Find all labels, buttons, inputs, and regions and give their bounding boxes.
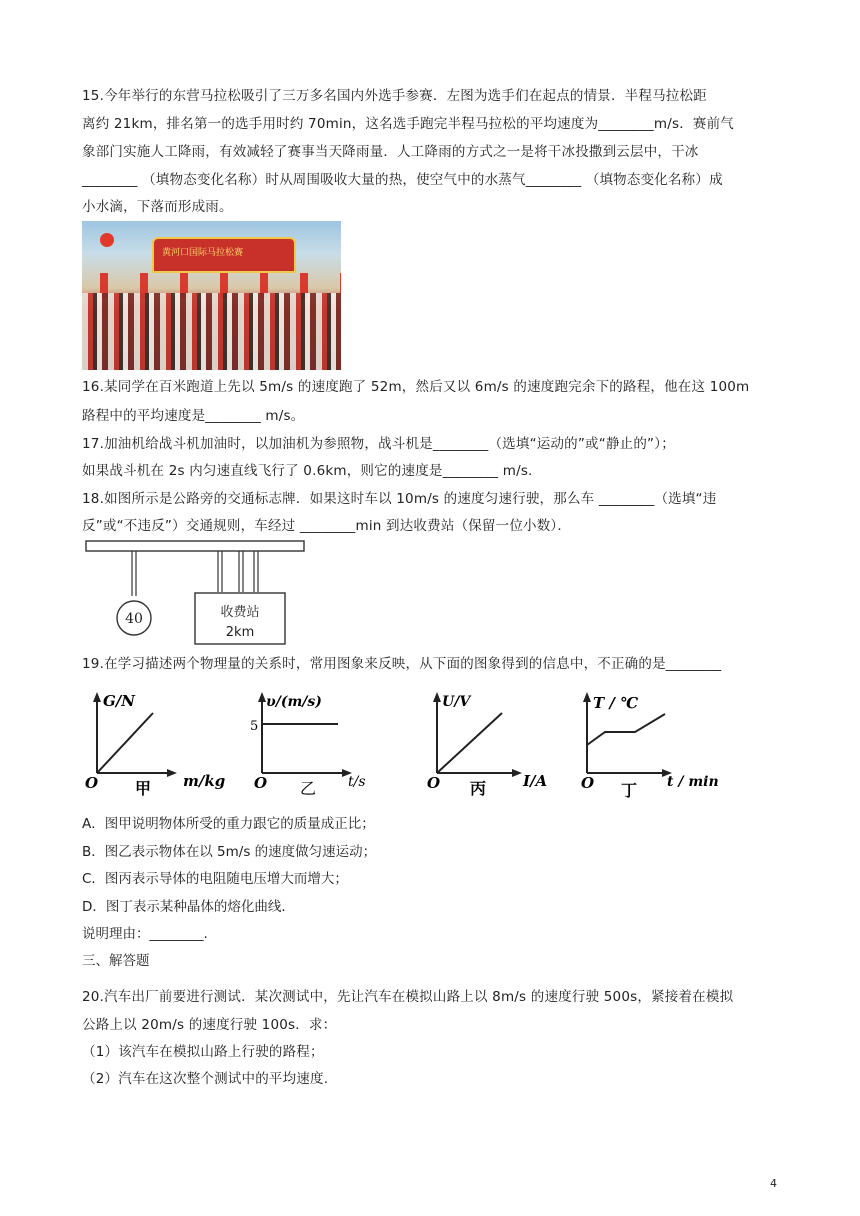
q20-line2: 公路上以 20m/s 的速度行驶 100s．求： [82, 1017, 337, 1033]
graph-bing-ylabel: U/V [442, 694, 471, 710]
graph-yi-name: 乙 [300, 779, 317, 798]
q19-line1: 19.在学习描述两个物理量的关系时，常用图象来反映，从下面的图象得到的信息中，不正确的是________ [82, 656, 722, 672]
graph-bing-name: 丙 [470, 779, 487, 798]
q17-line1: 17.加油机给战斗机加油时，以加油机为参照物，战斗机是________（选填“运动的”或“静止的”）； [82, 436, 675, 452]
q15-line1: 15.今年举行的东营马拉松吸引了三万多名国内外选手参赛．左图为选手们在起点的情景．半程马拉松距 [82, 88, 707, 104]
q15-line2: 离约 21km，排名第一的选手用时约 70min，这名选手跑完半程马拉松的平均速度为________m/s．赛前气 [82, 116, 734, 132]
graph-jia-origin: O [85, 774, 99, 792]
runners-crowd [82, 293, 341, 370]
q15-line5: 小水滴，下落而形成雨。 [82, 199, 233, 215]
toll-station-distance: 2km [225, 625, 255, 640]
marathon-start-photo [82, 221, 341, 370]
graph-yi-origin: O [254, 774, 268, 792]
q19-option-c: C．图丙表示导体的电阻随电压增大而增大； [82, 871, 348, 887]
traffic-sign-diagram [85, 540, 310, 648]
graph-yi-ylabel: υ/(m/s) [266, 694, 322, 710]
q19-reason: 说明理由：________. [82, 926, 208, 942]
q20-sub2: （2）汽车在这次整个测试中的平均速度. [82, 1071, 329, 1087]
q17-line2: 如果战斗机在 2s 内匀速直线飞行了 0.6km，则它的速度是________ m/s. [82, 463, 533, 479]
page-number: 4 [770, 1177, 777, 1190]
toll-station-label: 收费站 [220, 605, 260, 620]
graph-ding-name: 丁 [621, 781, 638, 800]
graph-yi [250, 688, 380, 803]
q19-option-b: B．图乙表示物体在以 5m/s 的速度做匀速运动； [82, 844, 377, 860]
red-balloon-icon [100, 233, 114, 247]
graph-ding-xlabel: t / min [667, 774, 719, 790]
q19-option-d: D．图丁表示某种晶体的熔化曲线． [82, 899, 295, 915]
graph-bing [425, 688, 565, 803]
graph-ding-origin: O [581, 774, 595, 792]
q16-line1: 16.某同学在百米跑道上先以 5m/s 的速度跑了 52m，然后又以 6m/s 的速度跑完余下的路程，他在这 100m [82, 379, 750, 395]
graph-ding [575, 688, 735, 803]
graph-ding-ylabel: T / ℃ [593, 694, 639, 712]
q15-line3: 象部门实施人工降雨，有效减轻了赛事当天降雨量．人工降雨的方式之一是将干冰投撒到云层中，干冰 [82, 144, 699, 160]
graph-jia-ylabel: G/N [103, 692, 135, 710]
q18-line1: 18.如图所示是公路旁的交通标志牌．如果这时车以 10m/s 的速度匀速行驶，那么车 ________（选填“违 [82, 491, 717, 507]
section-3-heading: 三、解答题 [82, 953, 150, 969]
graph-jia [85, 688, 260, 803]
graph-bing-xlabel: I/A [523, 772, 548, 790]
marathon-banner-text: 黄河口国际马拉松赛 [162, 248, 244, 258]
q18-line2: 反”或“不违反”）交通规则，车经过 ________min 到达收费站（保留一位小数）． [82, 518, 572, 534]
speed-limit-value: 40 [125, 611, 143, 627]
graph-bing-origin: O [427, 774, 441, 792]
graph-jia-xlabel: m/kg [183, 772, 226, 790]
graph-yi-tick: 5 [250, 719, 259, 734]
marathon-banner [152, 237, 296, 273]
graph-jia-name: 甲 [135, 779, 152, 798]
q19-option-a: A．图甲说明物体所受的重力跟它的质量成正比； [82, 816, 375, 832]
q20-sub1: （1）该汽车在模拟山路上行驶的路程； [82, 1044, 324, 1060]
q20-line1: 20.汽车出厂前要进行测试．某次测试中，先让汽车在模拟山路上以 8m/s 的速度行驶 500s，紧接着在模拟 [82, 989, 734, 1005]
q16-line2: 路程中的平均速度是________ m/s。 [82, 408, 305, 424]
graph-yi-xlabel: t/s [348, 774, 366, 790]
q15-line4: ________ （填物态变化名称）时从周围吸收大量的热，使空气中的水蒸气________ （填物态变化名称）成 [82, 172, 723, 188]
